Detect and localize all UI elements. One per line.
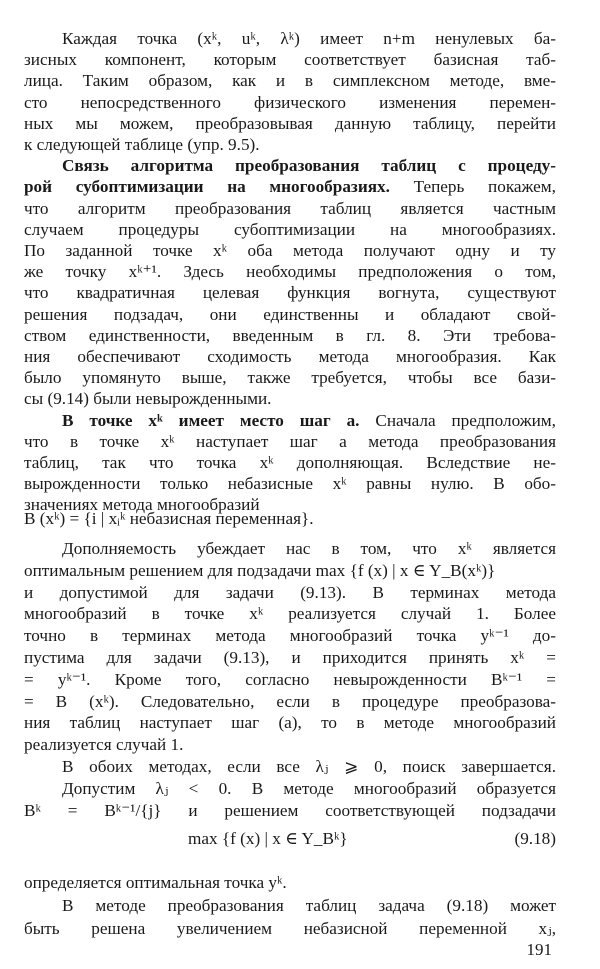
line-text: решения подзадач, они единственны и обладают свой- (24, 304, 556, 324)
text-line (24, 198, 556, 221)
line-text: что в точке xᵏ наступает шаг а метода преобразования (24, 431, 556, 451)
line-text: пустима для задачи (9.13), и приходится принять xᵏ = (24, 648, 556, 667)
text-line (24, 560, 556, 583)
text-line (24, 582, 556, 605)
line-text: значениях метода многообразий (24, 495, 260, 515)
equation-number: (9.18) (514, 829, 556, 848)
line-text: реализуется случай 1. (24, 735, 184, 755)
line-text: ством единственности, введенным в гл. 8. Эти требова- (24, 325, 556, 345)
line-text: быть решена увеличением небазисной переменной xⱼ, (24, 919, 556, 938)
line-text: ных мы можем, преобразовывая данную таблицу, перейти (24, 113, 556, 133)
line-text: Дополняемость убеждает нас в том, что xᵏ является (62, 539, 556, 558)
text-line (24, 431, 556, 454)
line-text: оптимальным решением для подзадачи max {f (x) | x ∈ Y_B(xᵏ)} (24, 560, 496, 580)
line-text: Bᵏ = Bᵏ⁻¹/{j} и решением соответствующей подзадачи (24, 800, 556, 820)
line-text: лица. Таким образом, как и в симплексном методе, вме- (24, 71, 556, 91)
text-line (24, 473, 556, 496)
line-text: сто непосредственного физического изменения перемен- (24, 92, 556, 112)
line-text: к следующей таблице (упр. 9.5). (24, 135, 260, 154)
text-line (24, 282, 556, 305)
page-number: 191 (526, 940, 552, 959)
text-line (24, 176, 556, 199)
text-line (62, 155, 556, 178)
text-line (62, 28, 556, 51)
line-text: В обоих методах, если все λⱼ ⩾ 0, поиск завершается. (62, 757, 556, 776)
text-line (24, 691, 556, 714)
text-line (24, 452, 556, 475)
text-line (24, 240, 556, 263)
line-text: многообразий в точке xᵏ реализуется случай 1. Более (24, 604, 556, 624)
line-text: = B (xᵏ). Следовательно, если в процедуре преобразова- (24, 691, 556, 711)
text-line (24, 92, 556, 115)
text-line (24, 113, 556, 136)
line-text: Сначала предположим, (359, 410, 556, 430)
line-text: ния таблиц наступает шаг (а), то в методе многообразий (24, 713, 556, 733)
text-line (24, 872, 556, 895)
line-text: вырожденности только небазисные xᵏ равны нулю. В обо- (24, 474, 556, 494)
text-line (62, 410, 556, 433)
text-line (24, 388, 556, 411)
text-line (24, 603, 556, 626)
text-line (62, 756, 556, 779)
line-text: случаем процедуры субоптимизации на многообразиях. (24, 219, 556, 239)
text-line (24, 625, 556, 648)
line-text: = yᵏ⁻¹. Кроме того, согласно невырожденности Bᵏ⁻¹ = (24, 669, 556, 689)
text-line (24, 70, 556, 93)
line-text: же точку xᵏ⁺¹. Здесь необходимы предположения о том, (24, 262, 556, 282)
text-line (24, 49, 556, 72)
text-line (24, 712, 556, 735)
line-text: что квадратичная целевая функция вогнута, существуют (24, 283, 556, 303)
text-line (24, 261, 556, 284)
text-line (24, 647, 556, 670)
text-line (24, 304, 556, 327)
text-line (24, 134, 556, 157)
text-line (62, 778, 556, 801)
line-text: Допустим λⱼ < 0. В методе многообразий образуется (62, 778, 556, 798)
bold-heading: рой субоптимизации на многообразиях. (24, 177, 390, 197)
line-text: что алгоритм преобразования таблиц является частным (24, 198, 556, 218)
text-line (62, 538, 556, 561)
line-text: и допустимой для задачи (9.13). В терминах метода (24, 582, 556, 602)
line-text: По заданной точке xᵏ оба метода получают одну и ту (24, 241, 556, 260)
line-text: было упомянуто выше, также требуется, чтобы все бази- (24, 368, 556, 388)
bold-heading: В точке xᵏ имеет место шаг а. (62, 410, 360, 430)
text-line (24, 325, 556, 348)
line-text: Каждая точка (xᵏ, uᵏ, λᵏ) имеет n+m ненулевых ба- (62, 29, 556, 48)
line-text: определяется оптимальная точка yᵏ. (24, 873, 287, 892)
line-text: ния обеспечивают сходимость метода многообразия. Как (24, 347, 556, 366)
text-line (24, 918, 556, 941)
formula-b-set: B (xᵏ) = {i | xᵢᵏ небазисная переменная}. (24, 509, 314, 528)
text-line (24, 219, 556, 242)
text-line (24, 346, 556, 369)
text-line (62, 895, 556, 918)
line-text: Теперь покажем, (389, 177, 556, 197)
formula-max-subproblem: max {f (x) | x ∈ Y_Bᵏ} (188, 829, 348, 848)
line-text: точно в терминах метода многообразий точка yᵏ⁻¹ до- (24, 626, 556, 646)
line-text: сы (9.14) были невырожденными. (24, 389, 272, 409)
text-line (24, 669, 556, 692)
line-text: зисных компонент, которым соответствует базисная таб- (24, 50, 556, 70)
line-text: таблиц, так что точка xᵏ дополняющая. Вследствие не- (24, 453, 556, 472)
text-line (24, 367, 556, 390)
text-line (24, 734, 556, 757)
bold-heading: Связь алгоритма преобразования таблиц с процеду- (62, 156, 556, 176)
text-line (24, 800, 556, 823)
line-text: В методе преобразования таблиц задача (9.18) может (62, 896, 556, 915)
